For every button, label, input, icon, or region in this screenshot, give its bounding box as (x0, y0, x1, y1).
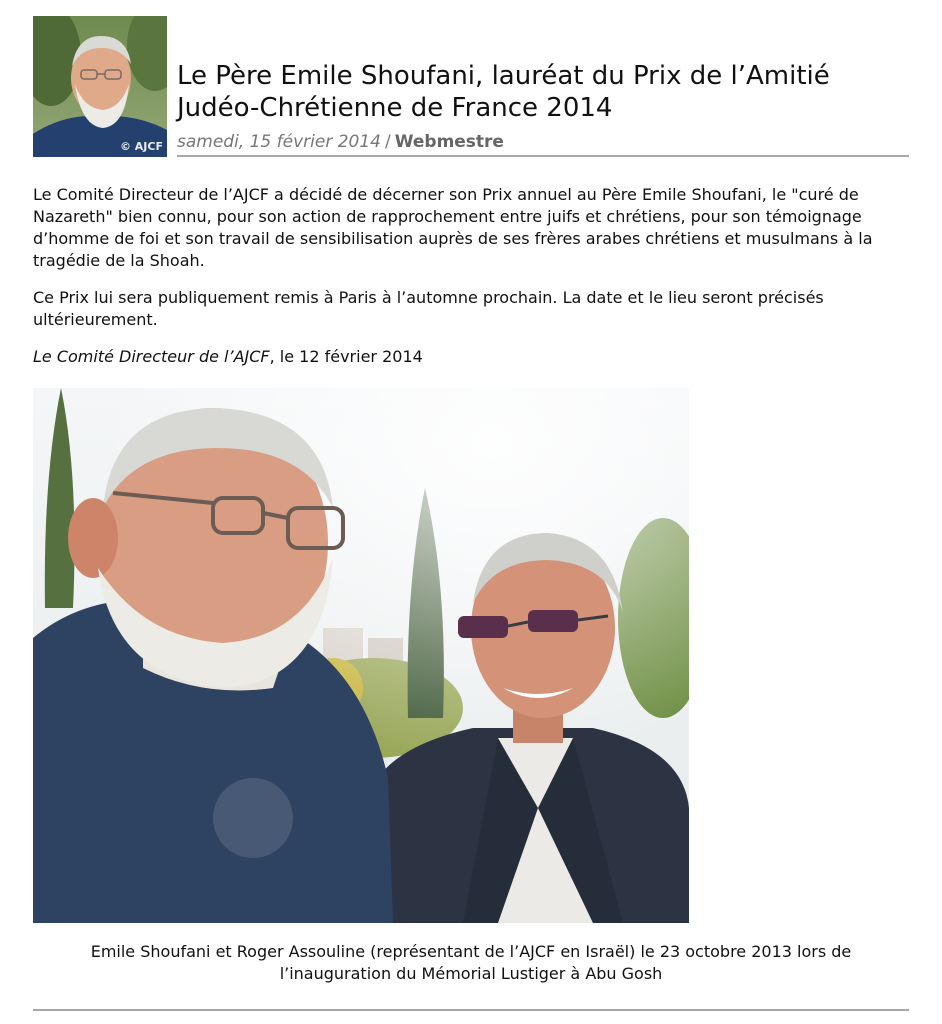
author-thumbnail (33, 16, 167, 157)
signature-name: Le Comité Directeur de l’AJCF (33, 347, 270, 366)
article-title: Le Père Emile Shoufani, lauréat du Prix de l’Amitié Judéo-Chrétienne de France 2014 (177, 61, 830, 123)
photo-caption: Emile Shoufani et Roger Assouline (représentant de l’AJCF en Israël) le 23 octobre 2013 lors de l’inauguration du Mémorial Lustiger à Abu Gosh (90, 942, 852, 983)
article-photo (33, 388, 689, 923)
publish-date: samedi, 15 février 2014 (177, 132, 381, 152)
byline-separator: / (384, 132, 391, 152)
footer-divider (33, 1009, 909, 1011)
article-header (33, 16, 909, 157)
header-divider (177, 155, 909, 157)
paragraph-1: Le Comité Directeur de l’AJCF a décidé de décerner son Prix annuel au Père Emile Shoufani, le "curé de Nazareth" bien connu, pour son action de rapprochement entre juifs et chrétiens, pour son témoignage d’homme de foi et son travail de sensibilisation auprès de ses frères arabes chrétiens et musulmans à la tragédie de la Shoah. (33, 185, 873, 270)
article-body (33, 184, 909, 383)
signature-date: , le 12 février 2014 (269, 347, 423, 366)
signature-line (33, 346, 909, 368)
author-link[interactable]: Webmestre (394, 132, 504, 152)
article (33, 16, 909, 983)
article-byline (177, 131, 504, 153)
watermark-logo: © AJCF (119, 140, 163, 153)
paragraph-2: Ce Prix lui sera publiquement remis à Paris à l’automne prochain. La date et le lieu seront précisés ultérieurement. (33, 288, 824, 329)
